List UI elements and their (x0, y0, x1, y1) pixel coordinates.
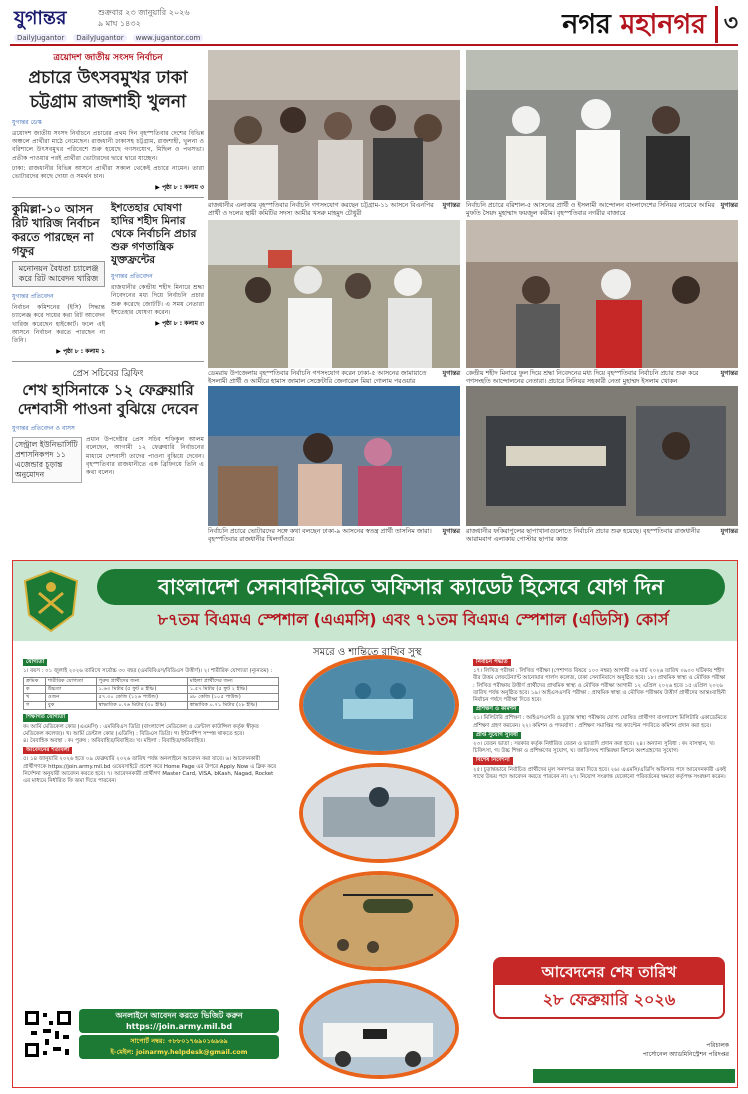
divider (12, 197, 204, 198)
lead-body: ত্রয়োদশ জাতীয় সংসদ নির্বাচনে প্রচারের প্রথম দিন বৃহস্পতিবার দেশের বিভিন্ন অঞ্চলে প্রার্থীরা মাঠে নেমেছেন। রাজধানী ঢাকাসহ চট্টগ্রাম, রাজশাহী, খুলনা ও বরিশালে উৎসবমুখর পরিবেশে শুরু হয়েছে গণসংযোগ, মিছিল ও পথসভা। প্রতীক পাওয়ার পরই প্রার্থীরা ভোটারদের দ্বারে দ্বারে যাচ্ছেন। (12, 130, 204, 162)
helicopter-photo (299, 871, 459, 971)
left-column (12, 50, 204, 555)
masthead-divider (10, 44, 738, 46)
two-story-row (12, 202, 204, 357)
caption-5: যুগান্তর নির্বাচনি প্রচারে ভোটারদের সঙ্গে কথা বলছেন ঢাকা-৯ আসনের স্বতন্ত্র প্রার্থী তাসনিম জারা। বৃহস্পতিবার রাজধানীর খিলগাঁওয়ে (208, 528, 460, 543)
ad-title[interactable]: বাংলাদেশ সেনাবাহিনীতে অফিসার ক্যাডেট হিসেবে যোগ দিন (97, 569, 725, 605)
story4-kicker: প্রেস সচিবের ব্রিফিং (72, 369, 144, 380)
photo-rally-1[interactable] (208, 50, 460, 200)
support-phone[interactable]: সাপোর্ট নম্বর: +৮৮০১৭৬৯০১৬৯৬৯ (130, 1037, 228, 1045)
date-bengali: ৯ মাঘ ১৪৩২ (98, 19, 141, 28)
ad-subtitle: ৮৭তম বিএমএ স্পেশাল (এএমসি) এবং ৭১তম বিএমএ স্পেশাল (এডিসি) কোর্স (157, 610, 669, 629)
deadline-date: ২৮ ফেব্রুয়ারি ২০২৬ (542, 990, 676, 1009)
social-links (14, 34, 203, 42)
story4-headline[interactable]: শেখ হাসিনাকে ১২ ফেব্রুয়ারি দেশবাসী পাওনা বুঝিয়ে দেবেন (17, 381, 199, 419)
photo-printing-press[interactable] (466, 386, 738, 526)
eligibility-tag: যোগ্যতা (23, 659, 47, 666)
support-contact-banner (79, 1035, 279, 1059)
photo-rally-2[interactable] (466, 50, 738, 200)
story2-continued[interactable]: ▶ পৃষ্ঠা ৮ : কলাম ১ (56, 348, 105, 356)
lead-headline-line2[interactable]: চট্টগ্রাম রাজশাহী খুলনা (29, 92, 187, 112)
story3-continued[interactable]: ▶ পৃষ্ঠা ৮ : কলাম ৩ (155, 320, 204, 328)
table-row: গ বুক স্বাভাবিক ০.৭৬ মিটার (৩০ ইঞ্চি) স্বাভাবিক ০.৭১ মিটার (২৮ ইঞ্চি) (24, 702, 279, 710)
apply-conditions-tag: আবেদনের শর্তাবলী (23, 747, 72, 754)
campaign-photo-icon (466, 50, 738, 200)
page-number: ৩ (715, 6, 738, 43)
website-link[interactable]: www.jugantor.com (133, 34, 204, 42)
caption-4: যুগান্তর কেন্দ্রীয় শহীদ মিনারে ফুল দিয়ে শ্রদ্ধা নিবেদনের মধ্য দিয়ে বৃহস্পতিবার নির্বাচনি প্রচার শুরু করে গণসংহতি আন্দোলনের নেতারা। প্রচারে সিনিয়র সহকারী নেতা মুহাম্মদ ইসলাম খোকন (466, 370, 738, 385)
facebook-link[interactable]: DailyJugantor (14, 34, 67, 42)
army-recruitment-ad (12, 560, 738, 1088)
signatory-office: পার্সোনেল অ্যাডমিনিস্ট্রেশন পরিদপ্তর (642, 1051, 729, 1058)
crowd-photo-icon (208, 50, 460, 200)
date-gregorian: শুক্রবার ২৩ জানুয়ারি ২০২৬ (98, 8, 190, 17)
story-3 (111, 202, 204, 357)
caption-6: যুগান্তর রাজধানীর ফকিরাপুলের ছাপাখানাগুলোতে নির্বাচনি প্রচার শুরু হয়েছে। বৃহস্পতিবার রাজধানীর আরামবাগ এলাকায় পোস্টার ছাপার কাজ (466, 528, 738, 543)
photo-rally-4[interactable] (466, 220, 738, 368)
helicopter-icon (303, 875, 455, 967)
caption-1: যুগান্তর রাজধানীর এলাকায় বৃহস্পতিবার নির্বাচনি গণসংযোগ করছেন চট্টগ্রাম-১১ আসনে বিএনপির প্রার্থী ও দলের স্থায়ী কমিটির সদস্য আমীর খসরু মাহমুদ চৌধুরী (208, 202, 460, 217)
ad-motto: সমরে ও শান্তিতে রাখিব সুস্থ (313, 647, 422, 658)
apply-conditions-text: ৫। ১৪ জানুয়ারি ২০২৬ হতে ০৯ ফেব্রুয়ারি ২০২৬ তারিখ পর্যন্ত অনলাইনে আবেদন করা যাবে। ৬। আবেদনকারী প্রার্থীগণকে https://join.army.mil.bd ওয়েবসাইটে প্রবেশ করে Home Page এর উপরে Apply Now এ ক্লিক করে নির্দেশনা অনুযায়ী আবেদন করতে হবে। ৭। আবেদনকারী প্রার্থীগণ Master Card, VISA, bKash, Nagad, Rocket এর মাধ্যমে নির্ধারিত ফি জমা দিতে পারবেন। (23, 756, 277, 785)
story2-body: নির্বাচন কমিশনের (ইসি) সিদ্ধান্ত চ্যালেঞ্জ করে দায়ের করা রিট আবেদন খারিজ করেছেন হাইকোর্ট। ফলে এই আসনে নির্বাচন করতে পারছেন না তিনি। (12, 304, 105, 345)
ad-signatory (473, 1035, 735, 1083)
photo-rally-3[interactable] (208, 220, 460, 368)
section-title: নগর মহানগর (562, 9, 706, 40)
army-emblem-icon (23, 569, 79, 633)
training-text: ২১। মিলিটারি প্রশিক্ষণ : আইএসএসবি ও চূড়ান্ত স্বাস্থ্য পরীক্ষায় যোগ্য ঘোষিত প্রার্থীগণ বাংলাদেশ মিলিটারি একাডেমিতে প্রশিক্ষণ গ্রহণ করবেন। ২২। কমিশন ও পদমর্যাদা : প্রশিক্ষণ সমাপ্তির পর ক্যাপ্টেন পদবিতে কমিশন প্রদান করা হবে। (473, 715, 727, 729)
table-row: ক উচ্চতা ১.৬৩ মিটার (৫ ফুট ৪ ইঞ্চি) ১.৫৭ মিটার (৫ ফুট ২ ইঞ্চি) (24, 686, 279, 694)
lab-photo (299, 763, 459, 863)
caption-3: যুগান্তর ডেমরায় উপজেলায় বৃহস্পতিবার নির্বাচনি গণসংযোগ করেন ঢাকা-৫ আসনের জামায়াতে ইসলামী প্রার্থী ও আমীরে হামাস জামাল সেক্রেটারি জেনারেল মিয়া গোলাম পরওয়ার (208, 370, 460, 385)
education-tag: শিক্ষাগত যোগ্যতা (23, 714, 68, 721)
printing-press-photo-icon (466, 386, 738, 526)
surgery-photo (299, 655, 459, 755)
shaheed-minar-photo-icon (466, 220, 738, 368)
physical-requirements-table (23, 677, 279, 710)
twitter-link[interactable]: DailyJugantor (73, 34, 126, 42)
story4-byline: যুগান্তর প্রতিবেদন ও বাসস (12, 425, 75, 433)
photo-voter-talk[interactable] (208, 386, 460, 526)
ad-header (13, 561, 737, 641)
benefits-tag: প্রাপ্ত সুযোগ সুবিধা (473, 732, 521, 739)
application-deadline-box (493, 957, 725, 1019)
story3-body: রাজধানীর কেন্দ্রীয় শহীদ মিনারে শ্রদ্ধা নিবেদনের মধ্য দিয়ে নির্বাচনি প্রচার শুরু করেছে জোটটি। এ সময় নেতারা ইশতেহার ঘোষণা করেন। (111, 284, 204, 316)
laboratory-icon (303, 767, 455, 859)
special-text: ২৫। চূড়ান্তভাবে নির্বাচিত প্রার্থীদের মূল সনদপত্র জমা দিতে হবে। ২৬। এএমসি/এডিসি অফিসার পদে আবেদনকারী একই সাথে উভয় পদে আবেদন করতে পারবেন না। ২৭। নিয়োগ সংক্রান্ত যেকোনো পরিবর্তনের ক্ষমতা কর্তৃপক্ষ সংরক্ষণ করেন। (473, 766, 726, 780)
un-vehicle-photo (299, 979, 459, 1079)
story3-byline: যুগান্তর প্রতিবেদন (111, 273, 153, 281)
signatory-strip (533, 1069, 735, 1083)
lead-byline: যুগান্তর ডেস্ক (12, 119, 42, 126)
story4-sidebox: সেন্ট্রাল ইউনিভার্সিটি প্রশাসনিকপদ ১১ এজেন্ডার চূড়ান্ত অনুমোদন (12, 437, 82, 483)
special-tag: বিশেষ নির্দেশনা (473, 757, 513, 764)
story4-body: প্রধান উপদেষ্টার প্রেস সচিব শফিকুল আলম বলেছেন, আগামী ১২ ফেব্রুয়ারি নির্বাচনের মাধ্যমে দেশবাসী তাদের পাওনা বুঝিয়ে দেবেন। বৃহস্পতিবার রাজধানীতে এক ব্রিফিংয়ে তিনি এ কথা বলেন। (86, 436, 204, 477)
story2-box: মনোনয়ন বৈধতা চ্যালেঞ্জ করে রিট আবেদন খারিজ (12, 261, 105, 287)
ad-photo-circles (289, 655, 467, 1085)
signatory-title: পরিচালক (706, 1042, 729, 1049)
selection-tag: নির্বাচন পদ্ধতি (473, 659, 511, 666)
newspaper-logo[interactable]: যুগান্তর (14, 7, 67, 29)
lead-kicker: ত্রয়োদশ জাতীয় সংসদ নির্বাচন (53, 53, 163, 63)
lead-continued[interactable]: ▶ পৃষ্ঠা ৮ : কলাম ৩ (155, 184, 204, 192)
selection-text: ১৭। লিখিত পরীক্ষা : লিখিত পরীক্ষা (পেশাগত বিষয়ে ১০০ নম্বর) আগামী ০৬ মার্চ ২০২৬ তারিখ ০৯০০ ঘটিকায় শহীদ বীর উত্তম লেফটেন্যান্ট আনোয়ার গার্লস কলেজ, ঢাকা সেনানিবাসে অনুষ্ঠিত হবে। ১৮। প্রাথমিক স্বাস্থ্য ও মৌখিক পরীক্ষা : লিখিত পরীক্ষায় উত্তীর্ণ প্রার্থীদের প্রাথমিক স্বাস্থ্য ও মৌখিক পরীক্ষা আগামী ১২ এপ্রিল ২০২৬ হতে ১৫ এপ্রিল ২০২৬ তারিখ পর্যন্ত অনুষ্ঠিত হবে। ১৯। আইএসএসবি পরীক্ষা : প্রাথমিক স্বাস্থ্য ও মৌখিক পরীক্ষায় উত্তীর্ণ প্রার্থীদের আন্তঃবাহিনী নির্বাচন পর্ষদে পরীক্ষা দিতে হবে। (473, 668, 726, 704)
benefits-text: ২৩। বেতন ভাতা : সরকার কর্তৃক নির্ধারিত বেতন ও ভাতাদি প্রদান করা হবে। ২৪। অন্যান্য সুবিধা : ক। বাসস্থান, খ। চিকিৎসা, গ। উচ্চ শিক্ষা ও প্রশিক্ষণের সুযোগ, ঘ। জাতিসংঘ শান্তিরক্ষা মিশনে অংশগ্রহণের সুযোগ। (473, 741, 715, 755)
procession-photo-icon (208, 220, 460, 368)
support-email[interactable]: ই-মেইল: joinarmy.helpdesk@gmail.com (110, 1048, 248, 1056)
lead-body-2: ঢাকা: রাজধানীর বিভিন্ন আসনে প্রার্থীরা সকাল থেকেই প্রচারে নামেন। তারা ভোটারদের কাছে দোয়া ও সমর্থন চান। (12, 164, 204, 181)
marital-text: ৪। বৈবাহিক অবস্থা : ক। পুরুষ : অবিবাহিত/বিবাহিত। খ। মহিলা : বিবাহিত/অবিবাহিত। (23, 738, 206, 745)
story2-headline[interactable]: কুমিল্লা-১০ আসন রিট খারিজ নির্বাচন করতে পারছেন না গফুর (12, 202, 100, 259)
table-header-row: ক্রমিক শারীরিক যোগ্যতা পুরুষ প্রার্থীদের জন্য মহিলা প্রার্থীদের জন্য (24, 678, 279, 686)
signatory-address: অ্যাডজুট্যান্ট জেনারেল শাখা, সেনাবাহিনী সদর দপ্তর, ঢাকা (589, 1062, 729, 1069)
training-tag: প্রশিক্ষণ ও কমিশন (473, 706, 519, 713)
issue-date (98, 7, 190, 29)
education-text: ক। আর্মি মেডিকেল কোর (এএমসি) : এমবিবিএস ডিগ্রি (বাংলাদেশ মেডিকেল ও ডেন্টাল কাউন্সিল কর্তৃক স্বীকৃত মেডিকেল কলেজ)। খ। আর্মি ডেন্টাল কোর (এডিসি) : বিডিএস ডিগ্রি। গ। ইন্টার্নশিপ সম্পন্ন থাকতে হবে। (23, 723, 259, 737)
apply-url-link[interactable]: https://join.army.mil.bd (125, 1022, 233, 1031)
un-vehicle-icon (303, 983, 455, 1075)
story-2 (12, 202, 105, 357)
table-row: খ ওজন ৫৭.৩০ কেজি (১২৬ পাউন্ড) ৪৮ কেজি (১০৫ পাউন্ড) (24, 694, 279, 702)
masthead (0, 0, 748, 46)
caption-2: যুগান্তর নির্বাচনি প্রচারে বরিশাল-৫ আসনের প্রার্থী ও ইসলামী আন্দোলন বাংলাদেশের সিনিয়র নায়েবে আমির মুফতি সৈয়দ মুহাম্মাদ ফয়জুল করীম। বৃহস্পতিবার নগরীর বাজারে (466, 202, 738, 217)
divider (12, 361, 204, 362)
deadline-label: আবেদনের শেষ তারিখ (495, 959, 723, 985)
surgery-icon (303, 659, 455, 751)
eligibility-text: ১। বয়স : ০১ জুলাই ২০২৬ তারিখে সর্বোচ্চ ৩০ বছর (এমবিবিএস/বিডিএস উত্তীর্ণ)। ২। শারীরিক যোগ্যতা (ন্যূনতম) : (23, 668, 273, 675)
voter-meeting-photo-icon (208, 386, 460, 526)
story3-headline[interactable]: ইশতেহার ঘোষণা হাদির শহীদ মিনার থেকে নির্বাচনি প্রচার শুরু গণতান্ত্রিক যুক্তফ্রন্টের (111, 202, 197, 267)
apply-online-banner[interactable]: অনলাইনে আবেদন করতে ভিজিট করুন https://join.army.mil.bd (79, 1009, 279, 1033)
story2-byline: যুগান্তর প্রতিবেদন (12, 293, 54, 301)
ad-selection-column (473, 657, 729, 947)
lead-headline-line1[interactable]: প্রচারে উৎসবমুখর ঢাকা (28, 68, 188, 88)
qr-code-icon[interactable] (23, 1009, 73, 1059)
